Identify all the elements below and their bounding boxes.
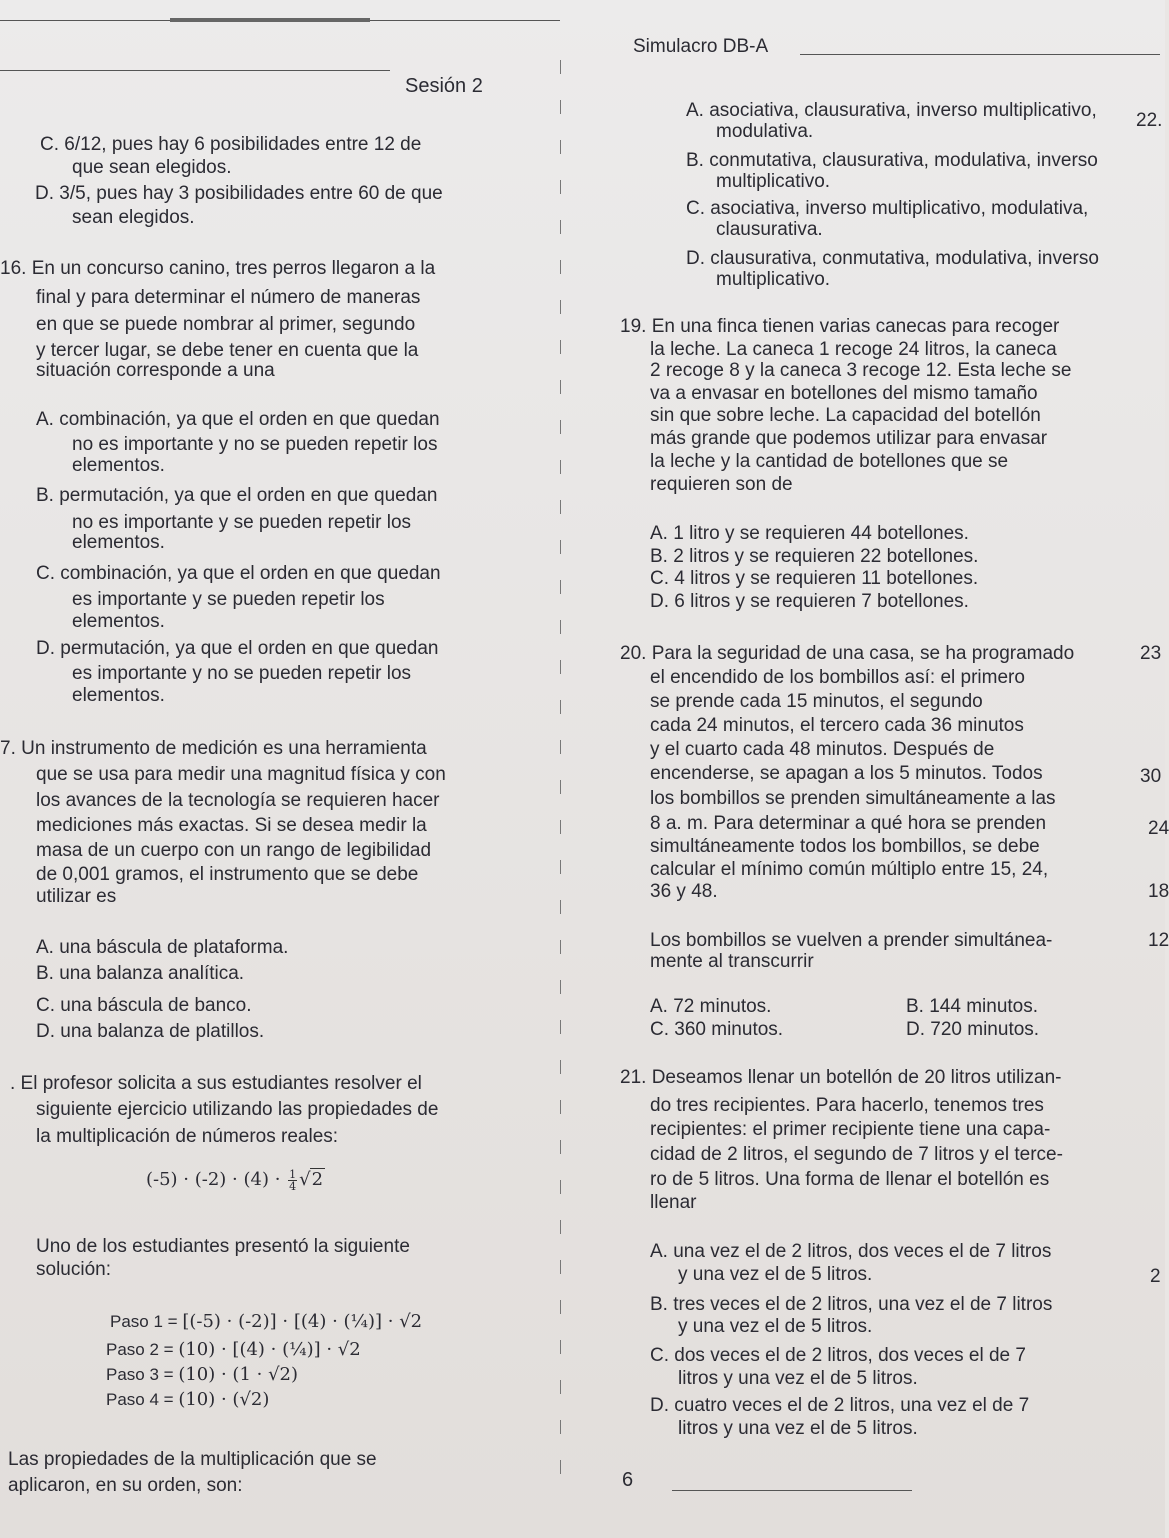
q20-stem-line11: 36 y 48. bbox=[650, 881, 718, 902]
sqrt-argument: 2 bbox=[311, 1169, 324, 1190]
fraction-denominator: 4 bbox=[289, 1179, 297, 1193]
q21-option-b-line2: y una vez el de 5 litros. bbox=[678, 1316, 873, 1337]
q21-stem-line5: ro de 5 litros. Una forma de llenar el botellón es bbox=[650, 1169, 1050, 1190]
step-1-label: Paso 1 = bbox=[110, 1312, 183, 1331]
q17-stem-line1: 7. Un instrumento de medición es una herramienta bbox=[0, 738, 427, 759]
q20-stem-line5: y el cuarto cada 48 minutos. Después de bbox=[650, 739, 995, 760]
q17-stem-line3: los avances de la tecnología se requieren hacer bbox=[36, 790, 440, 811]
q21-stem-line1: 21. Deseamos llenar un botellón de 20 litros utilizan- bbox=[620, 1067, 1062, 1088]
q20-stem-line3: se prende cada 15 minutos, el segundo bbox=[650, 691, 983, 712]
q17-stem-line6: de 0,001 gramos, el instrumento que se debe bbox=[36, 864, 419, 885]
q17-option-b[interactable]: B. una balanza analítica. bbox=[36, 963, 245, 984]
q18-stem-line2: siguiente ejercicio utilizando las propiedades de bbox=[36, 1099, 439, 1120]
q16-stem-line2: final y para determinar el número de maneras bbox=[36, 287, 421, 308]
q17-option-d[interactable]: D. una balanza de platillos. bbox=[36, 1021, 265, 1042]
q16-option-d-line3: elementos. bbox=[72, 685, 165, 706]
q17-stem-line2: que se usa para medir una magnitud física y con bbox=[36, 764, 446, 785]
column-divider bbox=[560, 60, 561, 1500]
q19-stem-line5: sin que sobre leche. La capacidad del botellón bbox=[650, 405, 1041, 426]
q20-option-d[interactable]: D. 720 minutos. bbox=[906, 1019, 1040, 1040]
q18-option-d-line1[interactable]: D. clausurativa, conmutativa, modulativa, inverso bbox=[686, 248, 1099, 269]
q20-stem-line8: 8 a. m. Para determinar a qué hora se prenden bbox=[650, 813, 1047, 834]
margin-number: 18 bbox=[1148, 881, 1169, 902]
q18-expression bbox=[146, 1168, 325, 1192]
q18-stem-line4: Uno de los estudiantes presentó la siguiente bbox=[36, 1236, 410, 1257]
q16-option-d-line1[interactable]: D. permutación, ya que el orden en que quedan bbox=[36, 638, 439, 659]
q16-option-a-line3: elementos. bbox=[72, 455, 165, 476]
q18-option-a-line2: modulativa. bbox=[716, 121, 814, 142]
q17-stem-line7: utilizar es bbox=[36, 886, 117, 907]
q21-stem-line2: do tres recipientes. Para hacerlo, tenemos tres bbox=[650, 1095, 1044, 1116]
step-3-label: Paso 3 = bbox=[106, 1365, 179, 1384]
q18-stem-line7: aplicaron, en su orden, son: bbox=[8, 1475, 243, 1496]
q19-stem-line2: la leche. La caneca 1 recoge 24 litros, la caneca bbox=[650, 339, 1057, 360]
q16-option-c-line1[interactable]: C. combinación, ya que el orden en que quedan bbox=[36, 563, 441, 584]
q18-step-3 bbox=[106, 1364, 298, 1385]
q16-option-b-line1[interactable]: B. permutación, ya que el orden en que quedan bbox=[36, 485, 438, 506]
step-1-expression: [(-5) · (-2)] · [(4) · (¼)] · √2 bbox=[182, 1311, 423, 1332]
margin-number: 22. bbox=[1136, 110, 1163, 131]
q20-stem-line12: Los bombillos se vuelven a prender simultánea- bbox=[650, 930, 1053, 951]
q20-option-b[interactable]: B. 144 minutos. bbox=[906, 996, 1039, 1017]
q16-option-b-line2: no es importante y se pueden repetir los bbox=[72, 512, 412, 533]
q21-option-a-line2: y una vez el de 5 litros. bbox=[678, 1264, 873, 1285]
q18-step-2 bbox=[106, 1339, 361, 1360]
margin-number: 23 bbox=[1140, 643, 1162, 664]
q16-stem-line4: y tercer lugar, se debe tener en cuenta que la bbox=[36, 340, 419, 361]
step-4-label: Paso 4 = bbox=[106, 1390, 179, 1409]
fraction-numerator: 1 bbox=[289, 1167, 297, 1181]
q20-stem-line6: encenderse, se apagan a los 5 minutos. Todos bbox=[650, 763, 1043, 784]
q15-option-c-line2: que sean elegidos. bbox=[72, 157, 232, 178]
q20-stem-line10: calcular el mínimo común múltiplo entre 15, 24, bbox=[650, 859, 1049, 880]
q21-option-b-line1[interactable]: B. tres veces el de 2 litros, una vez el de 7 litros bbox=[650, 1294, 1053, 1315]
margin-number: 12 bbox=[1148, 930, 1169, 951]
q19-stem-line4: va a envasar en botellones del mismo tamaño bbox=[650, 383, 1038, 404]
q17-stem-line4: mediciones más exactas. Si se desea medir la bbox=[36, 815, 427, 836]
q16-stem-line5: situación corresponde a una bbox=[36, 360, 275, 381]
q20-option-a[interactable]: A. 72 minutos. bbox=[650, 996, 772, 1017]
q17-option-c[interactable]: C. una báscula de banco. bbox=[36, 995, 252, 1016]
q20-stem-line1: 20. Para la seguridad de una casa, se ha programado bbox=[620, 643, 1075, 664]
q16-stem-line1: 16. En un concurso canino, tres perros llegaron a la bbox=[0, 258, 436, 279]
q18-stem-line3: la multiplicación de números reales: bbox=[36, 1126, 339, 1147]
step-3-expression: (10) · (1 · √2) bbox=[178, 1364, 299, 1385]
q17-option-a[interactable]: A. una báscula de plataforma. bbox=[36, 937, 289, 958]
margin-number: 30 bbox=[1140, 766, 1162, 787]
header-bar bbox=[170, 18, 370, 22]
q18-option-d-line2: multiplicativo. bbox=[716, 269, 831, 290]
q18-option-c-line1[interactable]: C. asociativa, inverso multiplicativo, modulativa, bbox=[686, 198, 1089, 219]
q16-option-a-line1[interactable]: A. combinación, ya que el orden en que quedan bbox=[36, 409, 440, 430]
q21-stem-line6: llenar bbox=[650, 1192, 697, 1213]
q18-expression-prefix: (-5) · (-2) · (4) · bbox=[146, 1169, 281, 1190]
q21-stem-line4: cidad de 2 litros, el segundo de 7 litros y el terce- bbox=[650, 1144, 1063, 1165]
q16-stem-line3: en que se puede nombrar al primer, segundo bbox=[36, 314, 416, 335]
q19-option-c[interactable]: C. 4 litros y se requieren 11 botellones. bbox=[650, 568, 979, 589]
q18-option-b-line2: multiplicativo. bbox=[716, 171, 831, 192]
exam-title: Simulacro DB-A bbox=[633, 36, 769, 57]
q19-option-d[interactable]: D. 6 litros y se requieren 7 botellones. bbox=[650, 591, 969, 612]
footer-rule bbox=[672, 1490, 912, 1491]
q19-option-b[interactable]: B. 2 litros y se requieren 22 botellones. bbox=[650, 546, 979, 567]
q18-stem-line1: . El profesor solicita a sus estudiantes resolver el bbox=[10, 1073, 422, 1094]
step-2-label: Paso 2 = bbox=[106, 1340, 179, 1359]
q21-stem-line3: recipientes: el primer recipiente tiene una capa- bbox=[650, 1119, 1051, 1140]
q19-option-a[interactable]: A. 1 litro y se requieren 44 botellones. bbox=[650, 523, 969, 544]
q16-option-a-line2: no es importante y no se pueden repetir los bbox=[72, 434, 438, 455]
q15-option-d-line1: D. 3/5, pues hay 3 posibilidades entre 60 de que bbox=[35, 183, 443, 204]
q17-stem-line5: masa de un cuerpo con un rango de legibilidad bbox=[36, 840, 432, 861]
q21-option-d-line1[interactable]: D. cuatro veces el de 2 litros, una vez el de 7 bbox=[650, 1395, 1030, 1416]
q19-stem-line6: más grande que podemos utilizar para envasar bbox=[650, 428, 1048, 449]
q18-step-1 bbox=[110, 1311, 422, 1332]
q20-option-c[interactable]: C. 360 minutos. bbox=[650, 1019, 784, 1040]
q21-option-c-line2: litros y una vez el de 5 litros. bbox=[678, 1368, 918, 1389]
q20-stem-line7: los bombillos se prenden simultáneamente a las bbox=[650, 788, 1056, 809]
q20-stem-line9: simultáneamente todos los bombillos, se debe bbox=[650, 836, 1040, 857]
header-rule-left bbox=[0, 70, 390, 71]
fraction-one-quarter bbox=[288, 1169, 297, 1192]
q21-option-d-line2: litros y una vez el de 5 litros. bbox=[678, 1418, 918, 1439]
sqrt-icon: √ bbox=[299, 1169, 311, 1190]
q18-stem-line6: Las propiedades de la multiplicación que se bbox=[8, 1449, 377, 1470]
q18-step-4 bbox=[106, 1389, 269, 1410]
margin-number: 2 bbox=[1150, 1266, 1161, 1287]
step-4-expression: (10) · (√2) bbox=[178, 1389, 270, 1410]
q16-option-d-line2: es importante y no se pueden repetir los bbox=[72, 663, 412, 684]
q15-option-d-line2: sean elegidos. bbox=[72, 207, 195, 228]
q20-stem-line13: mente al transcurrir bbox=[650, 951, 814, 972]
q18-option-a-line1[interactable]: A. asociativa, clausurativa, inverso multiplicativo, bbox=[686, 100, 1097, 121]
q21-option-c-line1[interactable]: C. dos veces el de 2 litros, dos veces el de 7 bbox=[650, 1345, 1026, 1366]
session-label: Sesión 2 bbox=[405, 75, 483, 97]
q18-option-b-line1[interactable]: B. conmutativa, clausurativa, modulativa, inverso bbox=[686, 150, 1098, 171]
q18-option-c-line2: clausurativa. bbox=[716, 219, 823, 240]
q16-option-b-line3: elementos. bbox=[72, 532, 165, 553]
header-rule-right bbox=[800, 54, 1160, 55]
step-2-expression: (10) · [(4) · (¼)] · √2 bbox=[178, 1339, 361, 1360]
q18-stem-line5: solución: bbox=[36, 1259, 111, 1280]
q16-option-c-line3: elementos. bbox=[72, 611, 165, 632]
q19-stem-line7: la leche y la cantidad de botellones que se bbox=[650, 451, 1009, 472]
q19-stem-line1: 19. En una finca tienen varias canecas para recoger bbox=[620, 316, 1060, 337]
margin-number: 24 bbox=[1148, 818, 1169, 839]
page-number: 6 bbox=[622, 1469, 634, 1491]
q19-stem-line8: requieren son de bbox=[650, 474, 793, 495]
q21-option-a-line1[interactable]: A. una vez el de 2 litros, dos veces el de 7 litros bbox=[650, 1241, 1052, 1262]
q20-stem-line2: el encendido de los bombillos así: el primero bbox=[650, 667, 1025, 688]
q20-stem-line4: cada 24 minutos, el tercero cada 36 minutos bbox=[650, 715, 1024, 736]
q15-option-c-line1: C. 6/12, pues hay 6 posibilidades entre 12 de bbox=[40, 134, 422, 155]
q16-option-c-line2: es importante y se pueden repetir los bbox=[72, 589, 385, 610]
q19-stem-line3: 2 recoge 8 y la caneca 3 recoge 12. Esta leche se bbox=[650, 360, 1072, 381]
